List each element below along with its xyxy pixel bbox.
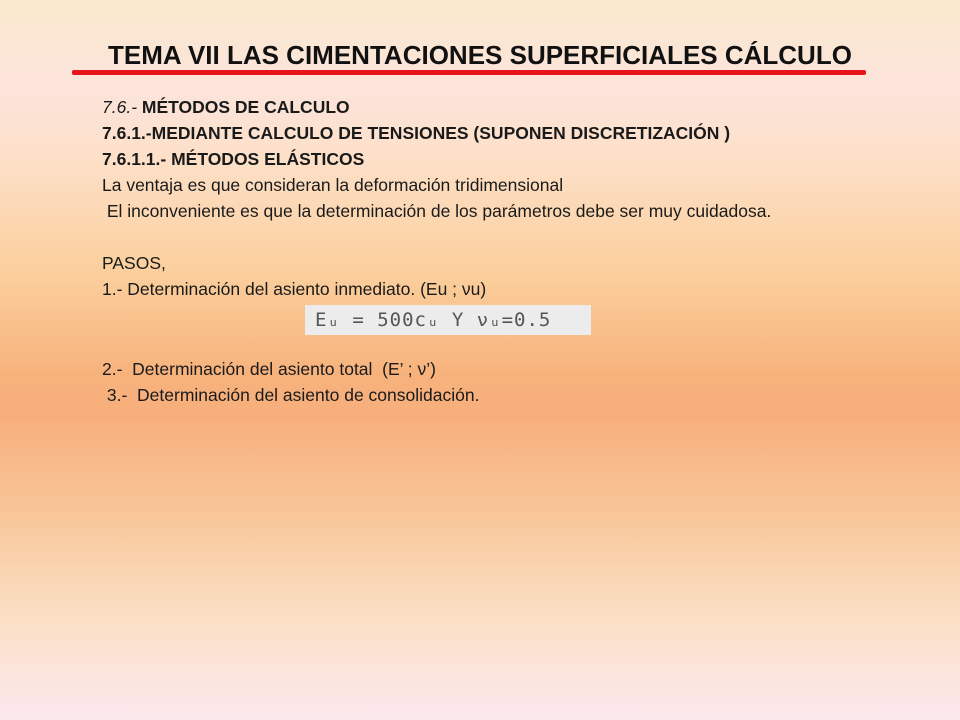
formula-row (102, 302, 862, 356)
blank-line (102, 224, 862, 250)
paragraph-advantage: La ventaja es que consideran la deformación tridimensional (102, 175, 564, 195)
section-heading-text: MÉTODOS DE CALCULO (137, 97, 350, 117)
title-underline (72, 70, 866, 75)
section-heading-7-6 (102, 94, 862, 120)
steps-label: PASOS, (102, 253, 166, 273)
slide-title: TEMA VII LAS CIMENTACIONES SUPERFICIALES CÁLCULO (108, 40, 852, 70)
step-1: 1.- Determinación del asiento inmediato. (Eu ; νu) (102, 279, 487, 299)
slide-body (102, 94, 862, 408)
formula-image: Eᵤ = 500cᵤ Y νᵤ=0.5 (305, 305, 591, 335)
step-2: 2.- Determinación del asiento total (E’ ; ν’) (102, 359, 436, 379)
subsection-heading-7-6-1: 7.6.1.-MEDIANTE CALCULO DE TENSIONES (SUPONEN DISCRETIZACIÓN ) (102, 123, 731, 143)
section-number: 7.6.- (102, 97, 138, 117)
step-3: 3.- Determinación del asiento de consolidación. (102, 385, 480, 405)
subsection-heading-7-6-1-1: 7.6.1.1.- MÉTODOS ELÁSTICOS (102, 149, 365, 169)
paragraph-drawback: El inconveniente es que la determinación de los parámetros debe ser muy cuidadosa. (102, 201, 772, 221)
